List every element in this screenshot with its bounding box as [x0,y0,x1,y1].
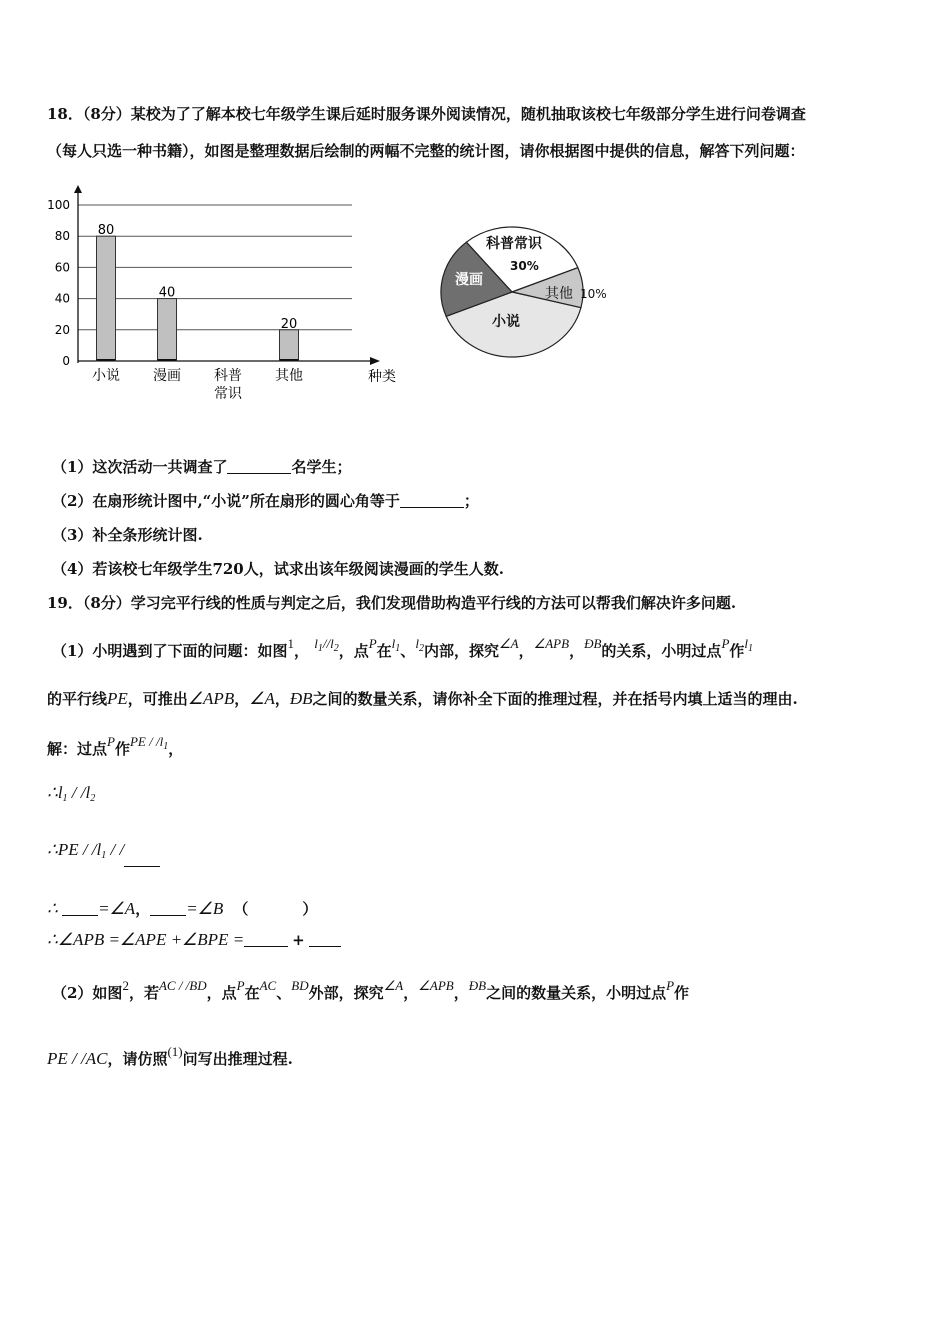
text: 问写出推理过程. [182,1050,293,1068]
math-angle-B: ÐB [468,978,487,993]
q19-part2-line1 [52,978,689,1003]
answer-blank-angle1[interactable] [62,901,98,916]
x-axis-title: 种类 [368,369,396,385]
text: ， [403,984,419,1002]
text: ，若 [128,984,159,1002]
math-P: P [666,978,675,993]
answer-blank-1[interactable] [227,459,291,474]
text: 、 [400,642,416,660]
text: ，请仿照 [107,1050,168,1068]
y-axis-arrow [74,185,82,193]
bar-chart-yticks [47,198,70,368]
q18-sub2-text: （2）在扇形统计图中,“小说”所在扇形的圆心角等于 [52,492,400,510]
q19-step4 [47,930,341,950]
bar-chart [40,185,420,415]
text: ，可推出 [127,690,188,708]
q19-part1-line2 [47,688,798,709]
figure-ref-2: 2 [122,978,129,993]
text: （2）如图 [52,984,123,1002]
text: + [292,931,305,949]
q19-step2: ∴PE / $/l_1$ / / [47,840,160,867]
q19-step3 [47,898,317,919]
math-angle-A: ∠A [498,636,519,651]
x-tick-label: 科普 [214,368,242,384]
q19-part1-line1 [52,636,753,661]
bar-value-label: 20 [280,316,298,332]
q19-part2-line2 [47,1044,293,1069]
text: 作 [729,642,745,660]
text: ， [135,900,151,918]
math-angle-B: ÐB [584,636,602,651]
answer-blank-2[interactable] [400,493,464,508]
math-P: P [236,978,245,993]
pie-label-other: 其他 [545,286,573,302]
text: 之间的数量关系，小明过点 [486,984,667,1002]
q18-sub3: （3）补全条形统计图. [52,526,203,544]
text: ） [302,900,318,918]
math-eq-angle-B: =∠B [186,899,224,918]
text: ， [453,984,469,1002]
pie-label-comics: 漫画 [455,272,483,288]
x-tick-label: 小说 [92,368,120,384]
text: 作 [114,740,130,758]
bar-chart-xlabels [92,367,303,402]
text: 、 [276,984,292,1002]
math-P: P [107,734,115,749]
bar-value-label: 80 [97,223,115,239]
y-tick-label: 100 [47,198,70,212]
text: 内部，探究 [423,642,499,660]
text: 的平行线 [47,690,108,708]
q18-sub2 [52,490,479,511]
q18-line2: （每人只选一种书籍），如图是整理数据后绘制的两幅不完整的统计图，请你根据图中提供的信息，解答下列问题： [47,142,805,160]
math-l2: $l_2$ [415,636,424,654]
text: ， [168,740,184,758]
x-tick-label: 漫画 [153,368,181,384]
text: ， [234,690,250,708]
math-eq-angle-A: =∠A [98,899,136,918]
math-l1-parallel-l2: $l_1//l_2$ [314,636,339,654]
math-PE: PE [107,689,128,708]
math-angle-sum: ∴∠APB =∠APE +∠BPE = [47,930,245,949]
bar-value-label: 40 [158,285,176,301]
q18-sub1 [52,456,351,477]
math-AC: AC [259,978,277,993]
bar [280,330,299,361]
answer-blank-sum1[interactable] [244,932,288,947]
y-tick-label: 40 [54,291,70,306]
bar [158,299,177,361]
pie-percent-science: 30% [510,259,539,273]
math-angle-APB: ∠APB [418,978,454,993]
y-tick-label: 0 [62,354,70,368]
pie-label-novel: 小说 [492,314,520,330]
text: 解：过点 [47,740,108,758]
x-tick-label: 其他 [275,368,303,384]
pie-percent-other: 10% [580,287,607,301]
math-l1: $l_1$ [391,636,401,654]
answer-blank-parallel[interactable] [124,852,160,867]
math-P: P [368,636,377,651]
text: 外部，探究 [308,984,384,1002]
x-tick-label: 常识 [214,386,242,402]
y-tick-label: 80 [54,229,70,244]
figure-ref-1: 1 [287,636,294,651]
text: （1）小明遇到了下面的问题：如图 [52,642,288,660]
math-angle-A: ∠A [249,689,275,708]
math-AC-parallel-BD: AC / /BD [158,978,207,993]
bar-chart-axes [74,185,380,365]
math-angle-APB: ∠APB [533,636,570,651]
math-BD: BD [291,978,309,993]
text: 的关系，小明过点 [601,642,722,660]
math-PE-parallel-l1: PE / $/l_1$ [129,734,169,752]
answer-blank-angle2[interactable] [150,901,186,916]
bar-chart-bars [97,223,299,361]
q18-sub1-end: 名学生； [291,458,352,476]
q19-solution-start [47,734,183,759]
math-therefore: ∴ [47,899,63,918]
bar [97,236,116,361]
text: ，点 [206,984,237,1002]
pie-label-science: 科普常识 [486,236,542,252]
math-l1: $l_1$ [744,636,754,654]
text: 在 [244,984,260,1002]
text: （ [233,900,249,918]
q18-sub4: （4）若该校七年级学生720人，试求出该年级阅读漫画的学生人数. [52,560,504,578]
y-tick-label: 60 [54,260,70,275]
text: ， [293,642,309,660]
answer-blank-reason[interactable] [248,902,302,916]
text: ，点 [338,642,369,660]
text: 在 [376,642,392,660]
part-ref-1: (1) [167,1044,183,1059]
q19-step1: $\therefore l_1 / /l_2$ [47,783,96,804]
q18-line1: 18．（8分）某校为了了解本校七年级学生课后延时服务课外阅读情况，随机抽取该校七年级部分学生进行问卷调查 [47,105,806,123]
math-PE-parallel-AC: PE / /AC [47,1049,108,1068]
text: ， [518,642,534,660]
q19-line1: 19．（8分）学习完平行线的性质与判定之后，我们发现借助构造平行线的方法可以帮我们解决许多问题. [47,594,737,612]
text: ， [274,690,290,708]
math-angle-B: ÐB [289,689,313,708]
x-axis-arrow [370,357,380,365]
text: ， [569,642,585,660]
math-angle-A: ∠A [383,978,404,993]
q18-sub2-end: ； [463,492,479,510]
q18-sub1-text: （1）这次活动一共调查了 [52,458,228,476]
text: 作 [674,984,690,1002]
bar-chart-grid [78,205,352,330]
text: 之间的数量关系，请你补全下面的推理过程，并在括号内填上适当的理由. [312,690,798,708]
pie-chart [425,212,625,382]
math-angle-APB: ∠APB [187,689,235,708]
y-tick-label: 20 [54,322,70,337]
math-P: P [721,636,730,651]
answer-blank-sum2[interactable] [309,932,341,947]
